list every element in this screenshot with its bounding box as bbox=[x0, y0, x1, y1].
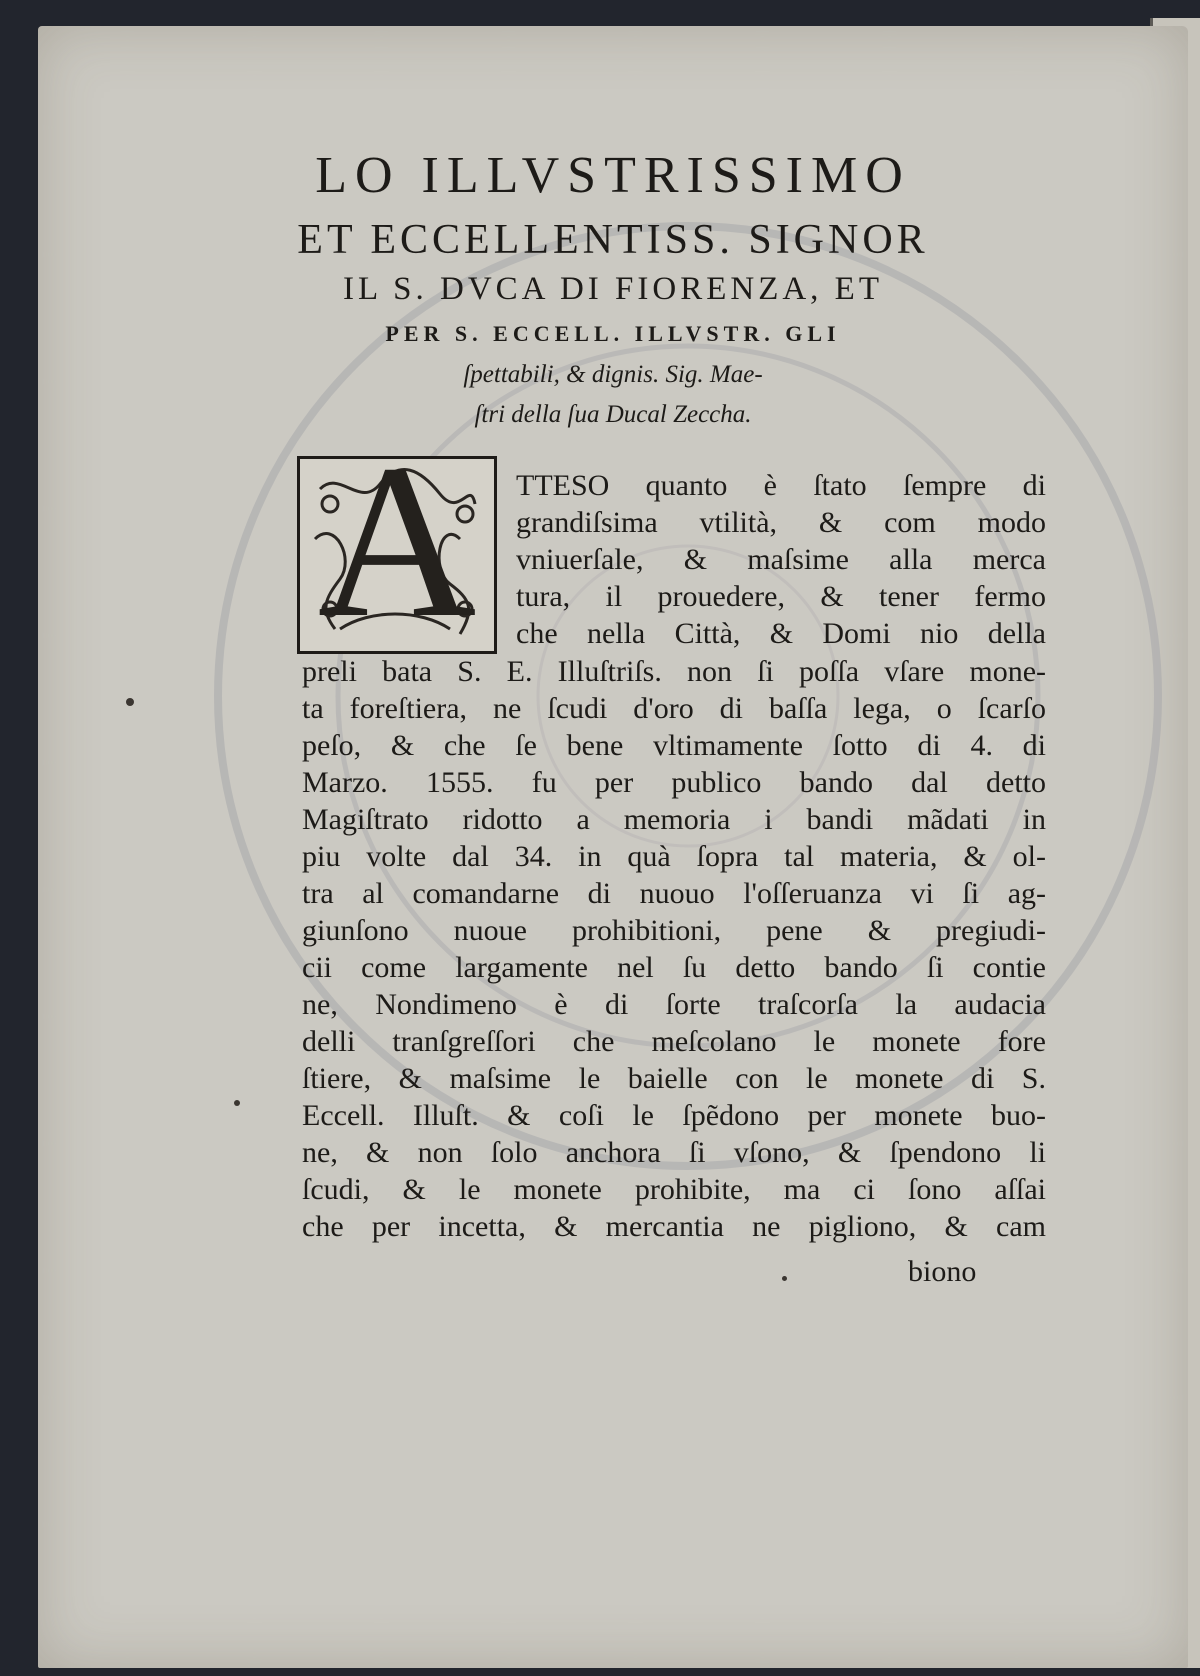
title-line-5: ſpettabili, & dignis. Sig. Mae- bbox=[463, 361, 763, 388]
body-line: tra al comandarne di nuouo l'oſſeruanza vi ſi ag- bbox=[302, 877, 1046, 910]
body-line: vniuerſale, & maſsime alla merca bbox=[516, 543, 1046, 576]
title-line-3: IL S. DVCA DI FIORENZA, ET bbox=[342, 271, 883, 307]
body-line: delli tranſgreſſori che meſcolano le monete fore bbox=[302, 1025, 1046, 1058]
body-line: grandiſsima vtilità, & com modo bbox=[516, 506, 1046, 539]
ink-spot bbox=[234, 1100, 240, 1106]
decorated-initial-frame bbox=[297, 456, 497, 654]
title-line-4: PER S. ECCELL. ILLVSTR. GLI bbox=[385, 321, 841, 346]
catchword: biono bbox=[908, 1255, 977, 1288]
title-line-1: LO ILLVSTRISSIMO bbox=[315, 147, 911, 204]
body-line: preli bata S. E. Illuſtriſs. non ſi poſſa vſare mone- bbox=[302, 655, 1046, 688]
body-line: tura, il prouedere, & tener fermo bbox=[516, 580, 1046, 613]
body-line: cii come largamente nel ſu detto bando ſi contie bbox=[302, 951, 1046, 984]
body-line: piu volte dal 34. in quà ſopra tal materia, & ol- bbox=[302, 840, 1046, 873]
body-line: Magiſtrato ridotto a memoria i bandi mãdati in bbox=[302, 803, 1046, 836]
document-page bbox=[38, 26, 1188, 1668]
body-line: ta foreſtiera, ne ſcudi d'oro di baſſa lega, o ſcarſo bbox=[302, 692, 1046, 725]
ink-spot bbox=[126, 698, 134, 706]
title-line-6: ſtri della ſua Ducal Zeccha. bbox=[474, 401, 752, 428]
title-line-2: ET ECCELLENTISS. SIGNOR bbox=[297, 217, 929, 263]
body-line: ſtiere, & maſsime le baielle con le monete di S. bbox=[302, 1062, 1046, 1095]
body-line: Eccell. Illuſt. & coſi le ſpẽdono per monete buo- bbox=[302, 1099, 1046, 1132]
body-line: Marzo. 1555. fu per publico bando dal detto bbox=[302, 766, 1046, 799]
ink-spot bbox=[782, 1276, 787, 1281]
body-line: TTESO quanto è ſtato ſempre di bbox=[516, 469, 1046, 502]
floral-ornament-icon bbox=[300, 459, 494, 651]
body-line: ne, & non ſolo anchora ſi vſono, & ſpendono li bbox=[302, 1136, 1046, 1169]
drop-cap-letter: A bbox=[317, 419, 477, 663]
body-line: ſcudi, & le monete prohibite, ma ci ſono aſſai bbox=[302, 1173, 1046, 1206]
body-line: ne, Nondimeno è di ſorte traſcorſa la audacia bbox=[302, 988, 1046, 1021]
body-line: che nella Città, & Domi nio della bbox=[516, 617, 1046, 650]
body-line: peſo, & che ſe bene vltimamente ſotto di 4. di bbox=[302, 729, 1046, 762]
body-line: che per incetta, & mercantia ne pigliono, & cam bbox=[302, 1210, 1046, 1243]
body-line: giunſono nuoue prohibitioni, pene & pregiudi- bbox=[302, 914, 1046, 947]
